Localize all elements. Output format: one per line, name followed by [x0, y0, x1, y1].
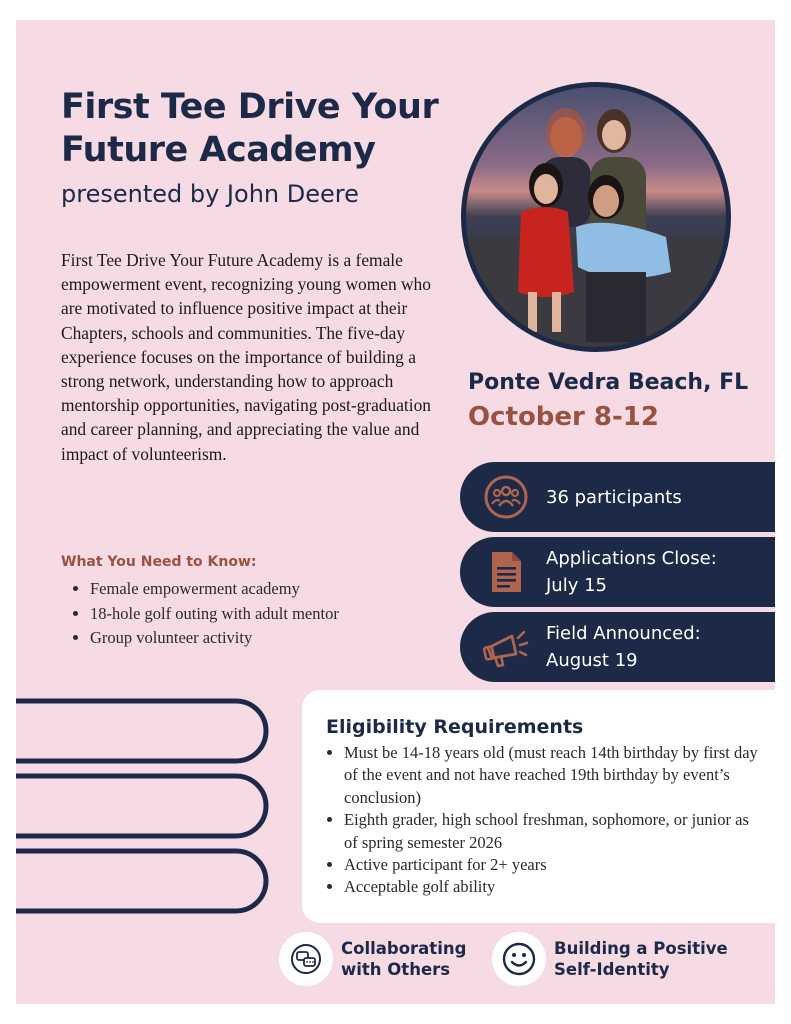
chat-bubbles-icon: [279, 932, 333, 986]
eligibility-heading: Eligibility Requirements: [326, 716, 584, 738]
stat-text: Field Announced: August 19: [546, 623, 701, 671]
list-item: • Eighth grader, high school freshman, sophomore, or junior as of spring semester 2026: [344, 809, 764, 854]
need-to-know-list: [90, 577, 339, 651]
need-to-know-heading: What You Need to Know:: [61, 554, 257, 570]
group-icon: [478, 469, 534, 525]
badge-self-identity: [492, 932, 734, 986]
event-location: Ponte Vedra Beach, FL: [468, 370, 749, 395]
list-item: • Active participant for 2+ years: [344, 854, 764, 876]
document-icon: [478, 544, 534, 600]
stat-field-announced: [460, 612, 775, 682]
photo-illustration: [466, 87, 726, 347]
flyer-page: [16, 20, 775, 1004]
stat-participants: [460, 462, 775, 532]
badge-label: Building a Positive Self-Identity: [554, 939, 728, 979]
smiley-icon: [492, 932, 546, 986]
list-item: • Group volunteer activity: [90, 626, 339, 651]
badge-collaborating: [279, 932, 521, 986]
megaphone-icon: [478, 619, 534, 675]
group-photo: [461, 82, 731, 352]
page-title: First Tee Drive Your Future Academy: [61, 87, 439, 170]
eligibility-card: [302, 690, 775, 923]
stat-text: 36 participants: [546, 486, 682, 508]
list-item: • Must be 14-18 years old (must reach 14th birthday by first day of the event and not have reached 19th birthday by event’s conclusion): [344, 742, 764, 809]
list-item: • 18-hole golf outing with adult mentor: [90, 602, 339, 627]
event-dates: October 8-12: [468, 402, 659, 432]
stat-text: Applications Close: July 15: [546, 548, 717, 596]
list-item: • Female empowerment academy: [90, 577, 339, 602]
stat-applications-close: [460, 537, 775, 607]
intro-paragraph: First Tee Drive Your Future Academy is a female empowerment event, recognizing young women who are motivated to influence positive impact at their Chapters, schools and communities. The five-day experience focuses on the importance of building a strong network, understanding how to approach mentorship opportunities, navigating post-graduation and career planning, and appreciating the value and impact of volunteerism.: [61, 250, 431, 464]
page-subtitle: presented by John Deere: [61, 180, 359, 208]
decorative-rails: [16, 696, 286, 926]
badge-label: Collaborating with Others: [341, 939, 467, 979]
eligibility-list: [344, 742, 764, 899]
list-item: • Acceptable golf ability: [344, 876, 764, 898]
